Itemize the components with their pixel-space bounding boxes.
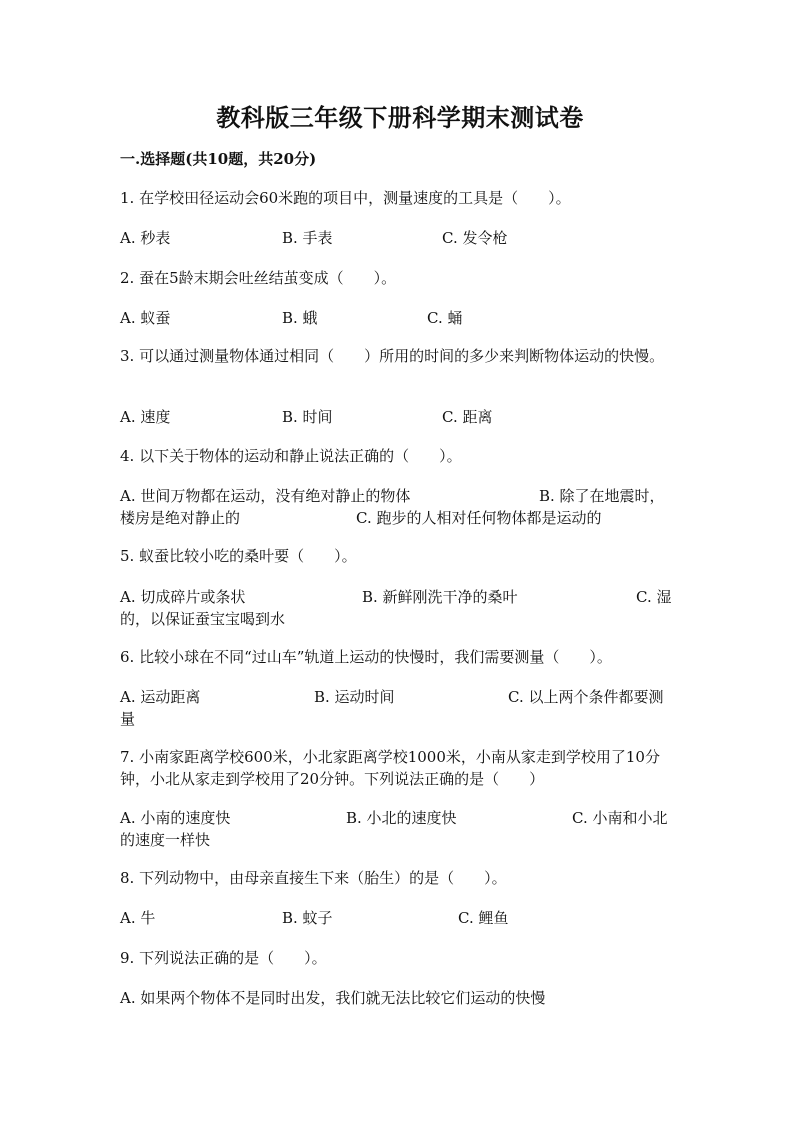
question-4-option-b-cont: 楼房是绝对静止的: [120, 509, 241, 527]
question-7-option-b: B. 小北的速度快: [346, 809, 457, 827]
question-6-option-a: A. 运动距离: [120, 688, 201, 706]
question-5-option-a: A. 切成碎片或条状: [120, 588, 246, 606]
question-7-option-c: C. 小南和小北: [572, 809, 668, 827]
question-8-option-c: C. 鲤鱼: [458, 909, 509, 927]
question-5-option-c: C. 湿: [636, 588, 672, 606]
question-2-option-b: B. 蛾: [282, 309, 318, 327]
question-9-stem: 9. 下列说法正确的是（ ）。: [120, 949, 327, 967]
question-2-option-c: C. 蛹: [427, 309, 463, 327]
question-7-option-a: A. 小南的速度快: [120, 809, 231, 827]
question-8-stem: 8. 下列动物中，由母亲直接生下来（胎生）的是（ ）。: [120, 869, 507, 887]
question-2-option-a: A. 蚁蚕: [120, 309, 171, 327]
question-5-option-c-cont: 的，以保证蚕宝宝喝到水: [120, 610, 286, 628]
question-1-option-a: A. 秒表: [120, 229, 171, 247]
question-9-option-a: A. 如果两个物体不是同时出发，我们就无法比较它们运动的快慢: [120, 989, 546, 1007]
question-1-stem: 1. 在学校田径运动会60米跑的项目中，测量速度的工具是（ ）。: [120, 189, 571, 207]
question-8-option-a: A. 牛: [120, 909, 156, 927]
question-3-option-c: C. 距离: [442, 408, 493, 426]
question-6-option-c-cont: 量: [120, 710, 136, 728]
question-6-stem: 6. 比较小球在不同“过山车”轨道上运动的快慢时，我们需要测量（ ）。: [120, 648, 612, 666]
question-1-option-c: C. 发令枪: [442, 229, 508, 247]
question-4-option-b: B. 除了在地震时，: [539, 487, 665, 505]
question-4-option-a: A. 世间万物都在运动，没有绝对静止的物体: [120, 487, 411, 505]
question-4-stem: 4. 以下关于物体的运动和静止说法正确的（ ）。: [120, 447, 462, 465]
question-6-option-b: B. 运动时间: [314, 688, 395, 706]
question-7-stem: 7. 小南家距离学校600米，小北家距离学校1000米，小南从家走到学校用了10分钟，小北从家走到学校用了20分钟。下列说法正确的是（ ）: [120, 748, 660, 788]
question-6-option-c: C. 以上两个条件都要测: [508, 688, 664, 706]
question-3-option-a: A. 速度: [120, 408, 171, 426]
question-5-option-b: B. 新鲜刚洗干净的桑叶: [362, 588, 518, 606]
page-title: 教科版三年级下册科学期末测试卷: [216, 103, 584, 132]
question-8-option-b: B. 蚊子: [282, 909, 333, 927]
question-5-stem: 5. 蚁蚕比较小吃的桑叶要（ ）。: [120, 547, 357, 565]
question-4-option-c: C. 跑步的人相对任何物体都是运动的: [356, 509, 602, 527]
question-2-stem: 2. 蚕在5龄末期会吐丝结茧变成（ ）。: [120, 269, 397, 287]
question-7-option-c-cont: 的速度一样快: [120, 831, 211, 849]
section-heading: 一.选择题(共10题，共20分): [120, 150, 317, 168]
question-1-option-b: B. 手表: [282, 229, 333, 247]
question-3-option-b: B. 时间: [282, 408, 333, 426]
question-3-stem: 3. 可以通过测量物体通过相同（ ）所用的时间的多少来判断物体运动的快慢。: [120, 347, 665, 365]
